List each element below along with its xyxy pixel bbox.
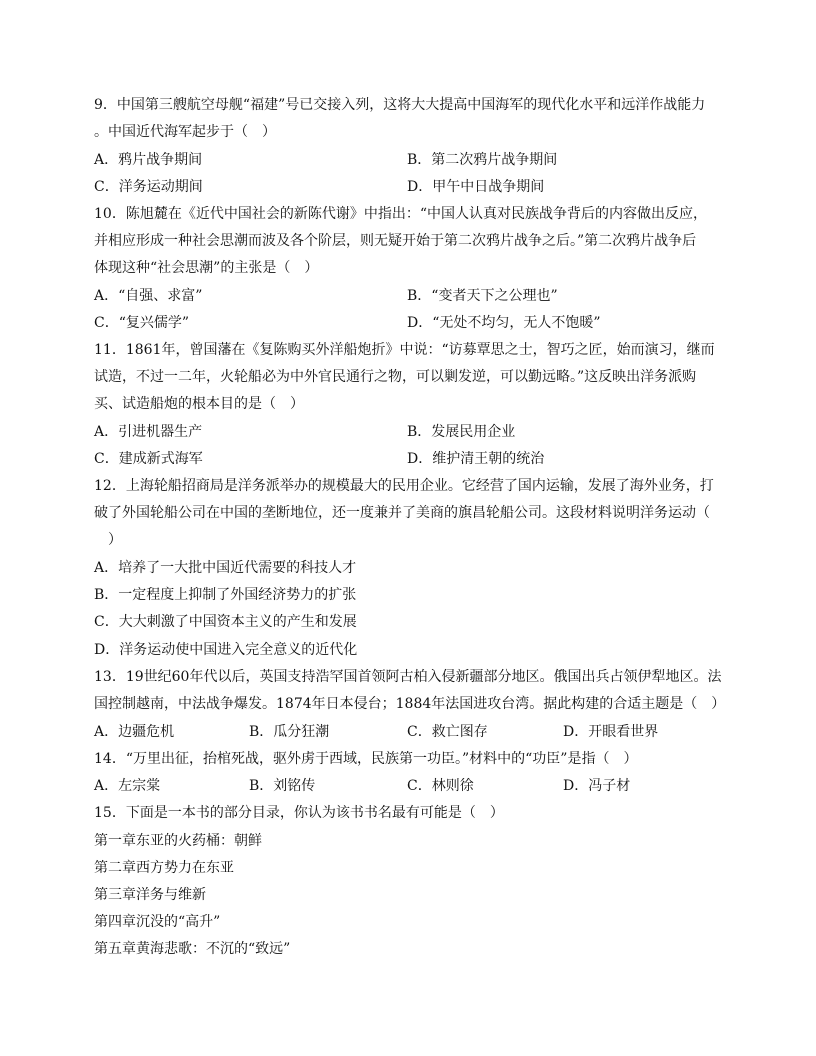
q15-toc-item: 第三章洋务与维新 xyxy=(94,887,206,903)
q13-option-d: D．开眼看世界 xyxy=(563,724,659,740)
q12-option-b: B．一定程度上抑制了外国经济势力的扩张 xyxy=(94,587,357,603)
q15-toc-item: 第五章黄海悲歌：不沉的“致远” xyxy=(94,941,291,957)
q14-option-c: C．林则徐 xyxy=(407,778,474,794)
q14-stem-line-1: 14．“万里出征，抬棺死战，驱外虏于西域，民族第一功臣。”材料中的“功臣”是指（ ） xyxy=(94,751,638,767)
q9-option-b: B．第二次鸦片战争期间 xyxy=(407,152,558,168)
q9-option-c: C．洋务运动期间 xyxy=(94,179,203,195)
q15-toc-item: 第二章西方势力在东亚 xyxy=(94,860,234,876)
q9-option-d: D．甲午中日战争期间 xyxy=(407,179,545,195)
q15-toc-item: 第一章东亚的火药桶：朝鲜 xyxy=(94,833,262,849)
q12-option-a: A．培养了一大批中国近代需要的科技人才 xyxy=(94,560,357,576)
q9-stem-line-1: 9．中国第三艘航空母舰“福建”号已交接入列，这将大大提高中国海军的现代化水平和远洋作战能力 xyxy=(94,97,706,113)
q12-option-d: D．洋务运动使中国进入完全意义的近代化 xyxy=(94,642,358,658)
q10-stem-line-2: 并相应形成一种社会思潮而波及各个阶层，则无疑开始于第二次鸦片战争之后。”第二次鸦片战争后 xyxy=(94,233,697,249)
q11-stem-line-1: 11．1861年，曾国藩在《复陈购买外洋船炮折》中说：“访募覃思之士，智巧之匠，始而演习，继而 xyxy=(94,342,715,358)
q14-option-b: B．刘铭传 xyxy=(249,778,316,794)
q12-stem-line-2: 破了外国轮船公司在中国的垄断地位，还一度兼并了美商的旗昌轮船公司。这段材料说明洋务运动（ xyxy=(94,505,710,521)
q11-option-d: D．维护清王朝的统治 xyxy=(407,451,545,467)
q13-option-c: C．救亡图存 xyxy=(407,724,488,740)
q15-stem-line-1: 15．下面是一本书的部分目录，你认为该书书名最有可能是（ ） xyxy=(94,805,504,821)
q9-option-a: A．鸦片战争期间 xyxy=(94,152,203,168)
q11-stem-line-2: 试造，不过一二年，火轮船必为中外官民通行之物，可以剿发逆，可以勤远略。”这反映出洋务派购 xyxy=(94,369,697,385)
q11-option-a: A．引进机器生产 xyxy=(94,424,203,440)
q11-stem-line-3: 买、试造船炮的根本目的是（ ） xyxy=(94,396,304,412)
q10-stem-line-1: 10．陈旭麓在《近代中国社会的新陈代谢》中指出：“中国人认真对民族战争背后的内容做出反应， xyxy=(94,206,707,222)
q14-option-a: A．左宗棠 xyxy=(94,778,161,794)
q9-stem-line-2: 。中国近代海军起步于（ ） xyxy=(94,124,276,140)
q10-option-a: A．“自强、求富” xyxy=(94,288,203,304)
q13-option-a: A．边疆危机 xyxy=(94,724,175,740)
q10-stem-line-3: 体现这种“社会思潮”的主张是（ ） xyxy=(94,260,319,276)
q10-option-d: D．“无处不均匀，无人不饱暖” xyxy=(407,315,601,331)
q11-option-b: B．发展民用企业 xyxy=(407,424,516,440)
q14-option-d: D．冯子材 xyxy=(563,778,631,794)
q13-stem-line-2: 国控制越南，中法战争爆发。1874年日本侵台；1884年法国进攻台湾。据此构建的合适主题是（ ） xyxy=(94,696,726,712)
q13-option-b: B．瓜分狂潮 xyxy=(249,724,330,740)
q13-stem-line-1: 13．19世纪60年代以后，英国支持浩罕国首领阿古柏入侵新疆部分地区。俄国出兵占领伊犁地区。法 xyxy=(94,669,722,685)
q12-stem-line-1: 12．上海轮船招商局是洋务派举办的规模最大的民用企业。它经营了国内运输，发展了海外业务，打 xyxy=(94,478,714,494)
q12-option-c: C．大大刺激了中国资本主义的产生和发展 xyxy=(94,614,357,630)
q11-option-c: C．建成新式海军 xyxy=(94,451,203,467)
q10-option-c: C．“复兴儒学” xyxy=(94,315,190,331)
q12-stem-line-3: ） xyxy=(94,532,122,548)
q10-option-b: B．“变者天下之公理也” xyxy=(407,288,558,304)
q15-toc-item: 第四章沉没的“高升” xyxy=(94,914,221,930)
